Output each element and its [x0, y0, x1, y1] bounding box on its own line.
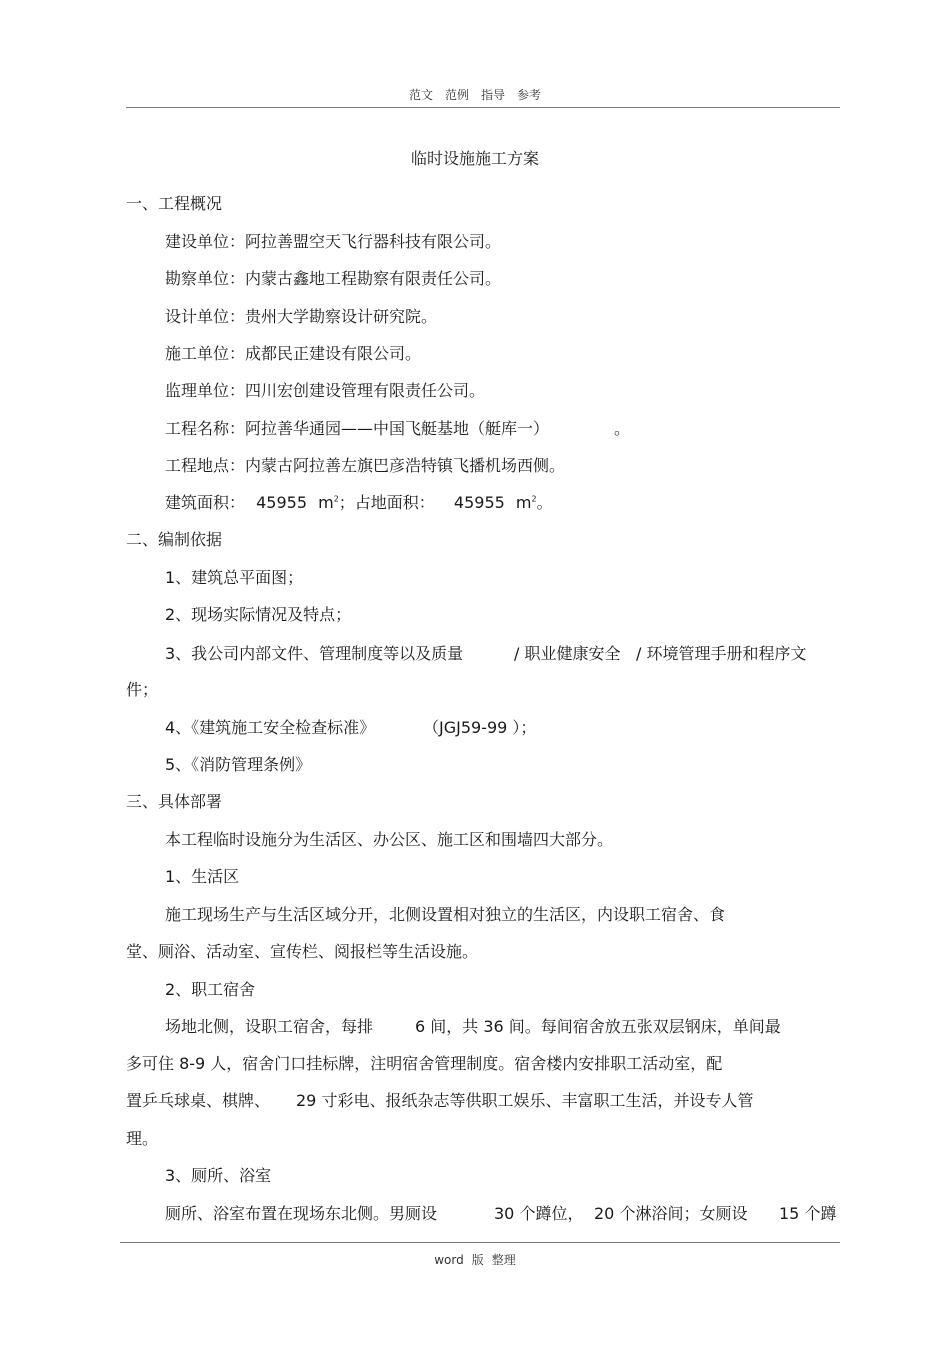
- area-value: 45955: [453, 493, 505, 512]
- area-value: 45955: [256, 493, 308, 512]
- page-header: [0, 86, 950, 103]
- list-item: 3、我公司内部文件、管理制度等以及质量: [165, 644, 464, 663]
- header-item: 范例: [444, 88, 469, 102]
- area-unit: m: [318, 493, 334, 512]
- paragraph-line: 理。: [126, 1129, 159, 1148]
- area-unit: m: [515, 493, 532, 512]
- area-line: [165, 490, 553, 513]
- list-item: 4、《建筑施工安全检查标准》: [165, 718, 376, 737]
- paragraph-line-part: 15 个蹲: [779, 1204, 837, 1223]
- header-item: 参考: [517, 88, 542, 102]
- paragraph-line: 厕所、浴室布置在现场东北侧。男厕设: [165, 1204, 438, 1223]
- paragraph-line: 堂、厕浴、活动室、宣传栏、阅报栏等生活设施。: [126, 942, 479, 961]
- paragraph-line: 本工程临时设施分为生活区、办公区、施工区和围墙四大部分。: [165, 830, 614, 849]
- section-heading: 二、编制依据: [126, 530, 223, 549]
- footer-item: word: [434, 1253, 464, 1267]
- list-item-part: / 环境管理手册和程序文: [636, 644, 807, 663]
- paragraph-line: 多可住 8-9 人，宿舍门口挂标牌，注明宿舍管理制度。宿舍楼内安排职工活动室，配: [126, 1054, 723, 1073]
- list-item: 1、建筑总平面图；: [165, 568, 304, 587]
- subheading: 3、厕所、浴室: [165, 1166, 272, 1185]
- paragraph-line: 工程名称：阿拉善华通园——中国飞艇基地（艇库一）: [165, 419, 550, 438]
- header-divider: [126, 107, 840, 108]
- paragraph-line: 置乒乓球桌、棋牌、: [126, 1091, 271, 1110]
- paragraph-line: 场地北侧，设职工宿舍，每排: [165, 1017, 374, 1036]
- header-item: 指导: [481, 88, 506, 102]
- header-item: 范文: [408, 88, 433, 102]
- footer-item: 版: [471, 1253, 484, 1267]
- paragraph-line-end: 。: [614, 419, 631, 438]
- area-end: 。: [536, 493, 553, 512]
- area-sep: ；占地面积：: [338, 493, 435, 512]
- paragraph-line-part: 20 个淋浴间；女厕设: [594, 1204, 748, 1223]
- paragraph-line-part: 6 间，共 36 间。每间宿舍放五张双层钢床，单间最: [415, 1017, 781, 1036]
- footer-item: 整理: [491, 1253, 516, 1267]
- list-item-part: （JGJ59-99 ）；: [423, 718, 537, 737]
- document-title: 临时设施施工方案: [410, 149, 539, 168]
- paragraph-line: 工程地点：内蒙古阿拉善左旗巴彦浩特镇飞播机场西侧。: [165, 456, 566, 475]
- section-heading: 一、工程概况: [126, 194, 223, 213]
- section-heading: 三、具体部署: [126, 792, 223, 811]
- paragraph-line: 建设单位：阿拉善盟空天飞行器科技有限公司。: [165, 232, 502, 251]
- paragraph-line-part: 30 个蹲位，: [494, 1204, 584, 1223]
- paragraph-line: 施工单位：成都民正建设有限公司。: [165, 344, 422, 363]
- paragraph-line: 勘察单位：内蒙古鑫地工程勘察有限责任公司。: [165, 269, 502, 288]
- list-item: 5、《消防管理条例》: [165, 755, 312, 774]
- page-footer: [0, 1251, 950, 1268]
- area-unit-sup: 2: [333, 494, 339, 504]
- subheading: 2、职工宿舍: [165, 980, 256, 999]
- area-label: 建筑面积：: [165, 493, 246, 512]
- list-item-part: / 职业健康安全: [514, 644, 621, 663]
- paragraph-line: 设计单位：贵州大学勘察设计研究院。: [165, 307, 438, 326]
- footer-divider: [120, 1242, 840, 1243]
- paragraph-line: 施工现场生产与生活区域分开，北侧设置相对独立的生活区，内设职工宿舍、食: [165, 905, 726, 924]
- paragraph-line-part: 29 寸彩电、报纸杂志等供职工娱乐、丰富职工生活，并设专人管: [296, 1091, 754, 1110]
- list-item: 2、现场实际情况及特点；: [165, 605, 352, 624]
- area-unit-sup: 2: [531, 494, 537, 504]
- subheading: 1、生活区: [165, 867, 240, 886]
- list-item-cont: 件；: [126, 680, 159, 699]
- paragraph-line: 监理单位：四川宏创建设管理有限责任公司。: [165, 381, 486, 400]
